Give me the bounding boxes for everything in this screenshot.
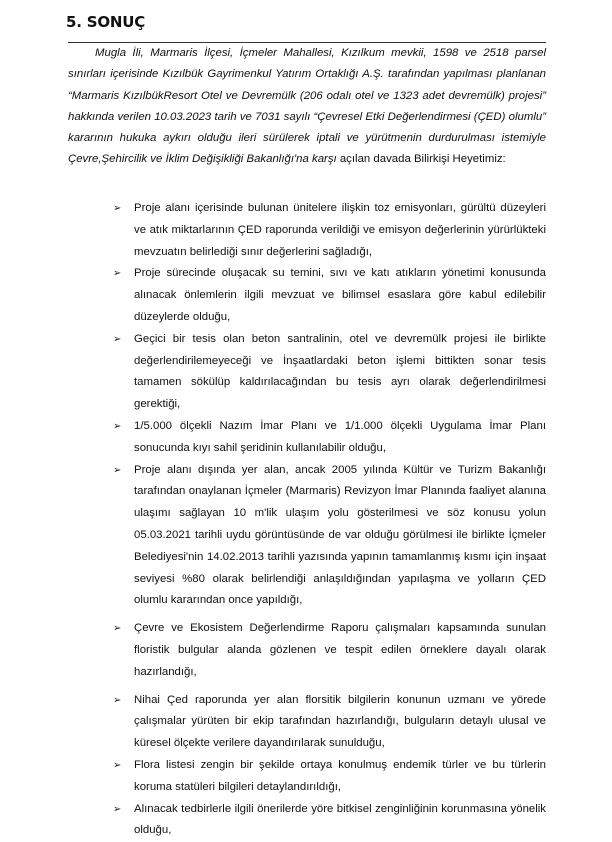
arrow-bullet-icon: ➢ bbox=[113, 420, 122, 432]
list-item bbox=[113, 329, 546, 416]
list-item bbox=[113, 799, 546, 842]
list-item bbox=[113, 690, 546, 755]
list-item-text: Çevre ve Ekosistem Değerlendirme Raporu çalışmaları kapsamında sunulan floristik bulgular alanda gözlenen ve tespit edilen örneklere dayalı olarak hazırlandığı, bbox=[134, 622, 546, 678]
arrow-bullet-icon: ➢ bbox=[113, 694, 122, 706]
list-item-text: Proje alanı içerisinde bulunan ünitelere ilişkin toz emisyonları, gürültü düzeyleri ve atık miktarlarının ÇED raporunda verildiği ve emisyon değerlerinin yürürlükteki mevzuatın belirlediği sınır değerlerini sağladığı, bbox=[134, 202, 546, 258]
arrow-bullet-icon: ➢ bbox=[113, 464, 122, 476]
list-item bbox=[113, 416, 546, 460]
list-item-text: Proje alanı dışında yer alan, ancak 2005 yılında Kültür ve Turizm Bakanlığı tarafından onaylanan İçmeler (Marmaris) Revizyon İmar Planında faaliyet alanına ulaşımı sağlayan 10 m'lik ulaşım yolu gösterilmesi ve söz konusu yolun 05.03.2021 tarihli uydu görüntüsünde de var olduğu görülmesi ile birlikte İçmeler Belediyesi'nin 14.02.2013 tarihli yazısında yapının tamamlanmış kısmı için inşaat seviyesi %80 olarak belirlendiği anlaşıldığından yapılaşma ve yolların ÇED olumlu kararından once yapıldığı, bbox=[134, 463, 546, 607]
list-item bbox=[113, 755, 546, 799]
list-item bbox=[113, 263, 546, 328]
intro-paragraph bbox=[68, 43, 546, 171]
arrow-bullet-icon: ➢ bbox=[113, 803, 122, 815]
arrow-bullet-icon: ➢ bbox=[113, 268, 122, 280]
intro-regular-text: açılan davada Bilirkişi Heyetimiz: bbox=[336, 153, 506, 166]
list-item-text: Alınacak tedbirlerle ilgili önerilerde yöre bitkisel zenginliğinin korunmasına yönelik olduğu, bbox=[134, 802, 546, 837]
arrow-bullet-icon: ➢ bbox=[113, 203, 122, 214]
list-item bbox=[113, 460, 546, 613]
list-item-text: Proje sürecinde oluşacak su temini, sıvı ve katı atıkların yönetimi konusunda alınacak önlemlerin ilgili mevzuat ve bilimsel esaslara göre kabul edilebilir düzeylerde olduğu, bbox=[134, 267, 546, 323]
list-item bbox=[113, 198, 546, 263]
list-item-text: Nihai Çed raporunda yer alan florsitik bilgilerin konunun uzmanı ve yörede çalışmalar yürüten bir ekip tarafından hazırlandığı, bulguların detaylı ulusal ve küresel ölçekte verilere dayandırılarak sunulduğu, bbox=[134, 693, 546, 750]
arrow-bullet-icon: ➢ bbox=[113, 333, 122, 345]
list-item-text: 1/5.000 ölçekli Nazım İmar Planı ve 1/1.000 ölçekli Uygulama İmar Planı sonucunda kıyı sahil şeridinin kullanılabilir olduğu, bbox=[134, 419, 546, 454]
list-item bbox=[113, 618, 546, 683]
intro-italic-text: Mugla İli, Marmaris İlçesi, İçmeler Mahallesi, Kızılkum mevkii, 1598 ve 2518 parsel sınırları içerisinde Kızılbük Gayrimenkul Yatırım Ortaklığı A.Ş. tarafından yapılması planlanan “Marmaris KızılbükResort Otel ve Devremülk (206 odalı otel ve 1323 adet devremülk) projesi” hakkında verilen 10.03.2023 tarih ve 7031 sayılı “Çevresel Etki Değerlendirmesi (ÇED) olumlu” kararının hukuka aykırı olduğu ileri sürülerek iptali ve yürütmenin durdurulması istemiyle Çevre,Şehircilik ve İklim Değişikliği Bakanlığı'na karşı bbox=[68, 47, 546, 166]
arrow-bullet-icon: ➢ bbox=[113, 623, 122, 635]
arrow-bullet-icon: ➢ bbox=[113, 759, 122, 771]
list-item-text: Flora listesi zengin bir şekilde ortaya konulmuş endemik türler ve bu türlerin koruma statüleri bilgileri detaylandırıldığı, bbox=[134, 758, 546, 793]
section-heading: 5. SONUÇ bbox=[66, 13, 146, 31]
list-item-text: Geçici bir tesis olan beton santralinin, otel ve devremülk projesi ile birlikte değerlendirilemeyeceği ve İnşaatlardaki beton işlemi bittikten sonar tesis tamamen sökülüp kaldırılacağından bu tesis ayrı olarak değerlendirilmesi gerektiği, bbox=[134, 332, 546, 411]
